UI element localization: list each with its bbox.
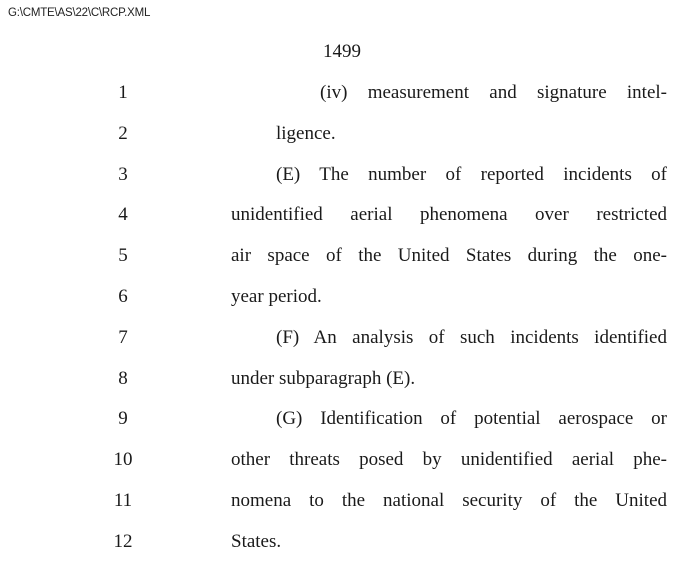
line-text: unidentified aerial phenomena over restricted [231,204,667,226]
bill-text-lines [0,78,684,568]
line-text: nomena to the national security of the United [231,489,667,511]
bill-line [0,119,684,160]
bill-line [0,323,684,364]
file-path: G:\CMTE\AS\22\C\RCP.XML [8,7,151,19]
line-number: 5 [118,245,128,267]
bill-line [0,404,684,445]
bill-line [0,445,684,486]
bill-line [0,282,684,323]
bill-line [0,78,684,119]
line-text: (G) Identification of potential aerospace or [276,408,667,430]
bill-line [0,241,684,282]
bill-line [0,527,684,568]
line-text: year period. [231,285,322,307]
line-text: air space of the United States during the one- [231,245,667,267]
page-number: 1499 [323,41,361,62]
line-text: ligence. [276,122,336,144]
bill-line [0,364,684,405]
line-number: 6 [118,285,128,307]
line-text: other threats posed by unidentified aerial phe- [231,449,667,471]
bill-line [0,200,684,241]
line-text: under subparagraph (E). [231,367,416,389]
line-text: (E) The number of reported incidents of [276,163,667,185]
line-number: 2 [118,122,128,144]
line-number: 11 [113,489,133,511]
line-number: 10 [113,449,133,471]
bill-line [0,486,684,527]
line-number: 8 [118,367,128,389]
line-number: 7 [118,326,128,348]
line-number: 12 [113,530,133,552]
bill-line [0,160,684,201]
line-text: (F) An analysis of such incidents identified [276,326,667,348]
line-number: 4 [118,204,128,226]
line-number: 9 [118,408,128,430]
line-number: 1 [118,82,128,103]
line-text: States. [231,530,282,552]
line-number: 3 [118,163,128,185]
line-text: (iv) measurement and signature intel- [320,82,667,103]
